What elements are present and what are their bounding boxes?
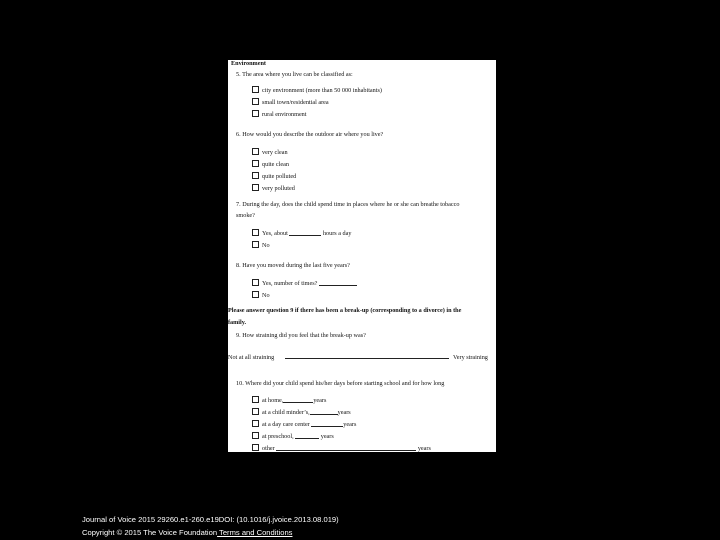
q10-option-day-care[interactable]: at a day care center years xyxy=(252,420,356,428)
checkbox[interactable] xyxy=(252,110,259,117)
years-blank[interactable] xyxy=(295,433,319,439)
question-8: 8. Have you moved during the last five years? xyxy=(236,262,350,269)
question-5: 5. The area where you live can be classified as: xyxy=(236,71,353,78)
checkbox[interactable] xyxy=(252,229,259,236)
scale-right-anchor: Very straining xyxy=(453,354,488,361)
q5-option-town[interactable]: small town/residential area xyxy=(252,98,329,106)
scale-left-anchor: Not at all straining xyxy=(228,354,275,361)
footer-citation: Journal of Voice 2015 29260.e1-260.e19DOI: (10.1016/j.jvoice.2013.08.019) xyxy=(82,515,339,524)
q6-option-quite-clean[interactable]: quite clean xyxy=(252,160,289,168)
checkbox[interactable] xyxy=(252,279,259,286)
checkbox[interactable] xyxy=(252,396,259,403)
question-10: 10. Where did your child spend his/her days before starting school and for how long xyxy=(236,380,445,387)
q6-option-very-clean[interactable]: very clean xyxy=(252,148,288,156)
checkbox[interactable] xyxy=(252,184,259,191)
q10-option-preschool[interactable]: at preschool, years xyxy=(252,432,334,440)
section-heading-environment: Environment xyxy=(231,60,266,67)
q8-option-yes[interactable]: Yes, number of times? xyxy=(252,279,357,287)
checkbox[interactable] xyxy=(252,160,259,167)
instruction-text-cont: family. xyxy=(228,319,247,326)
checkbox[interactable] xyxy=(252,98,259,105)
q8-option-no[interactable]: No xyxy=(252,291,270,299)
checkbox[interactable] xyxy=(252,172,259,179)
question-7-cont: smoke? xyxy=(236,212,255,219)
question-7: 7. During the day, does the child spend time in places where he or she can breathe tobacco xyxy=(236,201,460,208)
straining-scale-line[interactable] xyxy=(285,358,449,359)
q5-option-city[interactable]: city environment (more than 50 000 inhabitants) xyxy=(252,86,382,94)
checkbox[interactable] xyxy=(252,241,259,248)
question-9: 9. How straining did you feel that the break-up was? xyxy=(236,332,366,339)
checkbox[interactable] xyxy=(252,86,259,93)
checkbox[interactable] xyxy=(252,408,259,415)
years-blank[interactable] xyxy=(283,397,313,403)
hours-blank[interactable] xyxy=(289,230,321,236)
terms-and-conditions-link[interactable]: Terms and Conditions xyxy=(217,528,293,537)
q10-option-other[interactable]: other years xyxy=(252,444,431,452)
checkbox[interactable] xyxy=(252,432,259,439)
q6-option-quite-polluted[interactable]: quite polluted xyxy=(252,172,296,180)
q7-option-no[interactable]: No xyxy=(252,241,270,249)
checkbox[interactable] xyxy=(252,291,259,298)
q10-option-child-minder[interactable]: at a child minder’s, years xyxy=(252,408,351,416)
checkbox[interactable] xyxy=(252,148,259,155)
footer-copyright: Copyright © 2015 The Voice Foundation Terms and Conditions xyxy=(82,528,293,537)
q10-option-home[interactable]: at home, years xyxy=(252,396,326,404)
q7-option-yes[interactable]: Yes, about hours a day xyxy=(252,229,351,237)
checkbox[interactable] xyxy=(252,444,259,451)
questionnaire-page xyxy=(228,60,496,452)
question-6: 6. How would you describe the outdoor air where you live? xyxy=(236,131,384,138)
times-blank[interactable] xyxy=(319,280,357,286)
years-blank[interactable] xyxy=(311,421,343,427)
checkbox[interactable] xyxy=(252,420,259,427)
other-blank[interactable] xyxy=(276,445,416,451)
q5-option-rural[interactable]: rural environment xyxy=(252,110,307,118)
instruction-text: Please answer question 9 if there has been a break-up (corresponding to a divorce) in the xyxy=(228,307,462,314)
q6-option-very-polluted[interactable]: very polluted xyxy=(252,184,295,192)
years-blank[interactable] xyxy=(310,409,338,415)
